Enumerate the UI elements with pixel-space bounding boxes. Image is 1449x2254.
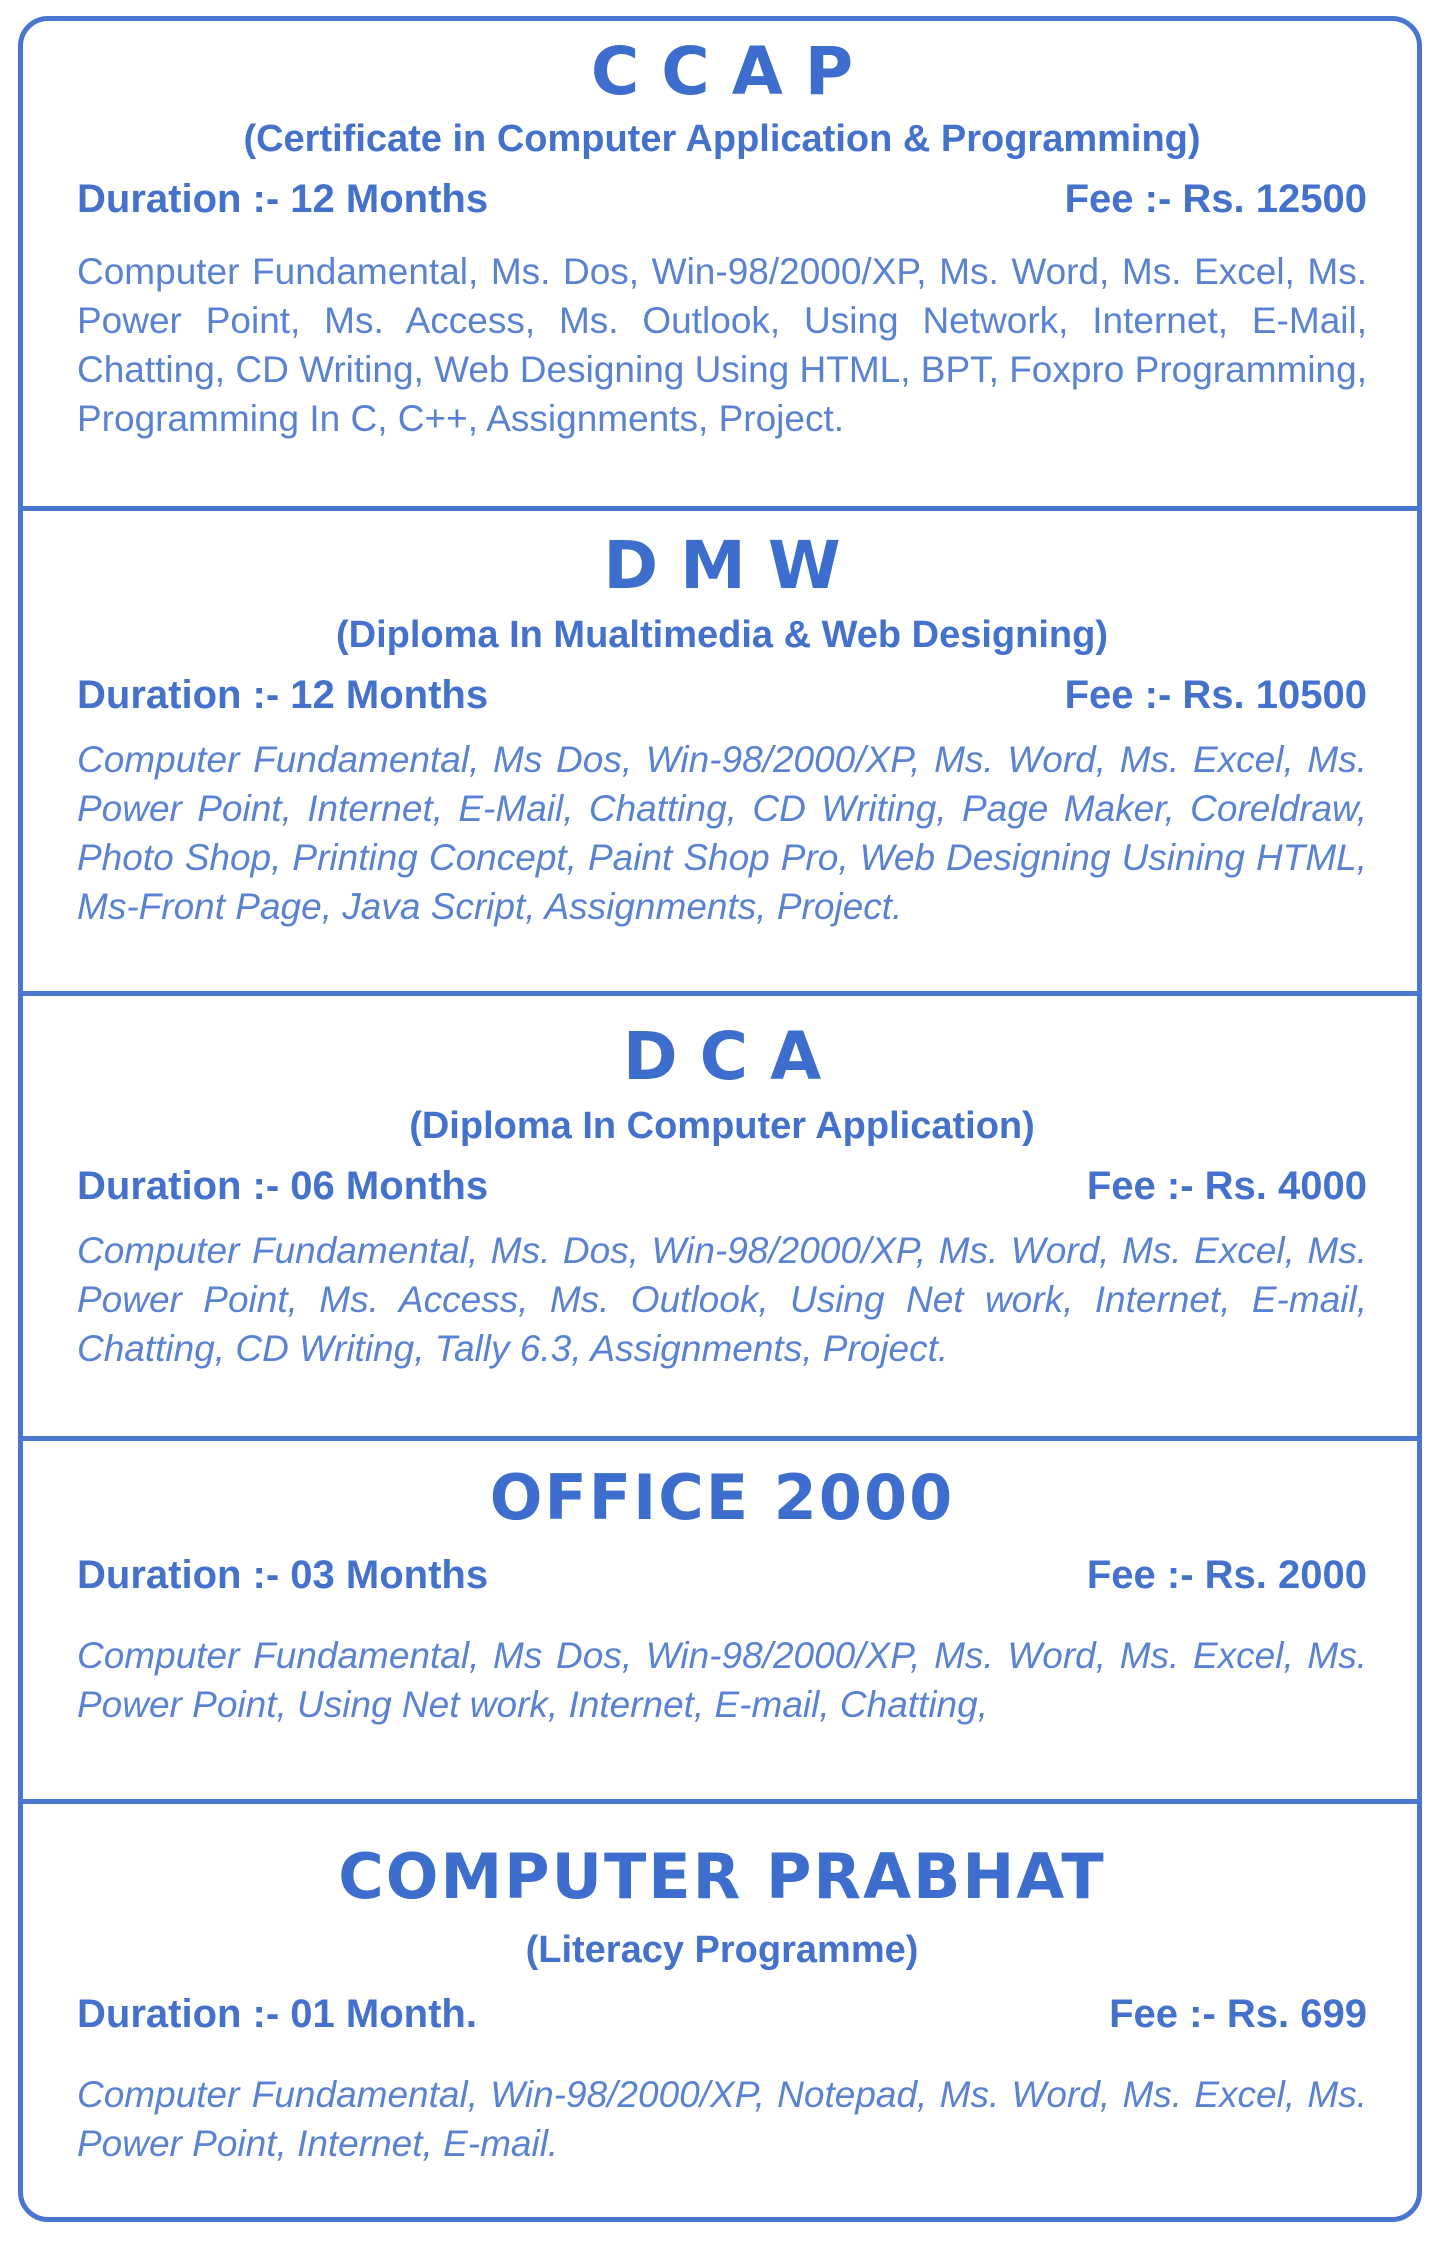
course-duration: Duration :- 12 Months [77, 176, 489, 221]
course-brochure [18, 16, 1422, 2222]
course-full-name: (Literacy Programme) [525, 1929, 919, 1971]
course-meta [77, 177, 1367, 221]
course-fee: Fee :- Rs. 12500 [1064, 176, 1367, 221]
course-duration: Duration :- 01 Month. [77, 1991, 477, 2036]
course-office-2000 [23, 1436, 1417, 1799]
course-syllabus: Computer Fundamental, Ms. Dos, Win-98/2000/XP, Ms. Word, Ms. Excel, Ms. Power Point, Ms. Access, Ms. Outlook, Using Network, Internet, E-Mail, Chatting, CD Writing, Web Designing Using HTML, BPT, Foxpro Programming, Programming In C, C++, Assignments, Project. [77, 250, 1367, 439]
course-full-name: (Diploma In Mualtimedia & Web Designing) [335, 614, 1108, 656]
course-computer-prabhat [23, 1799, 1417, 2222]
course-fee: Fee :- Rs. 10500 [1064, 672, 1367, 717]
course-code: CCAP [590, 33, 876, 110]
course-code: DCA [622, 1018, 844, 1095]
course-code: OFFICE 2000 [489, 1461, 955, 1534]
course-dmw [23, 506, 1417, 991]
course-ccap [23, 21, 1417, 506]
course-syllabus: Computer Fundamental, Win-98/2000/XP, Notepad, Ms. Word, Ms. Excel, Ms. Power Point, Internet, E-mail. [77, 2073, 1367, 2164]
course-meta [77, 1992, 1367, 2036]
course-code: COMPUTER PRABHAT [338, 1840, 1106, 1913]
course-meta [77, 1164, 1367, 1208]
course-meta [77, 1553, 1367, 1597]
course-fee: Fee :- Rs. 699 [1109, 1991, 1367, 2036]
course-full-name: (Diploma In Computer Application) [409, 1105, 1035, 1147]
course-fee: Fee :- Rs. 4000 [1086, 1163, 1367, 1208]
course-meta [77, 673, 1367, 717]
course-code: DMW [603, 527, 863, 604]
course-duration: Duration :- 03 Months [77, 1553, 489, 1597]
course-duration: Duration :- 06 Months [77, 1163, 489, 1208]
course-full-name: (Certificate in Computer Application & Programming) [243, 118, 1201, 160]
course-duration: Duration :- 12 Months [77, 672, 489, 717]
course-dca [23, 991, 1417, 1436]
course-syllabus: Computer Fundamental, Ms. Dos, Win-98/2000/XP, Ms. Word, Ms. Excel, Ms. Power Point, Ms. Access, Ms. Outlook, Using Net work, Internet, E-mail, Chatting, CD Writing, Tally 6.3, Assignments, Project. [77, 1229, 1367, 1369]
course-syllabus: Computer Fundamental, Ms Dos, Win-98/2000/XP, Ms. Word, Ms. Excel, Ms. Power Point, Using Net work, Internet, E-mail, Chatting, [77, 1635, 1367, 1725]
course-syllabus: Computer Fundamental, Ms Dos, Win-98/2000/XP, Ms. Word, Ms. Excel, Ms. Power Point, Internet, E-Mail, Chatting, CD Writing, Page Maker, Coreldraw, Photo Shop, Printing Concept, Paint Shop Pro, Web Designing Usining HTML, Ms-Front Page, Java Script, Assignments, Project. [77, 738, 1367, 927]
course-fee: Fee :- Rs. 2000 [1086, 1553, 1367, 1597]
